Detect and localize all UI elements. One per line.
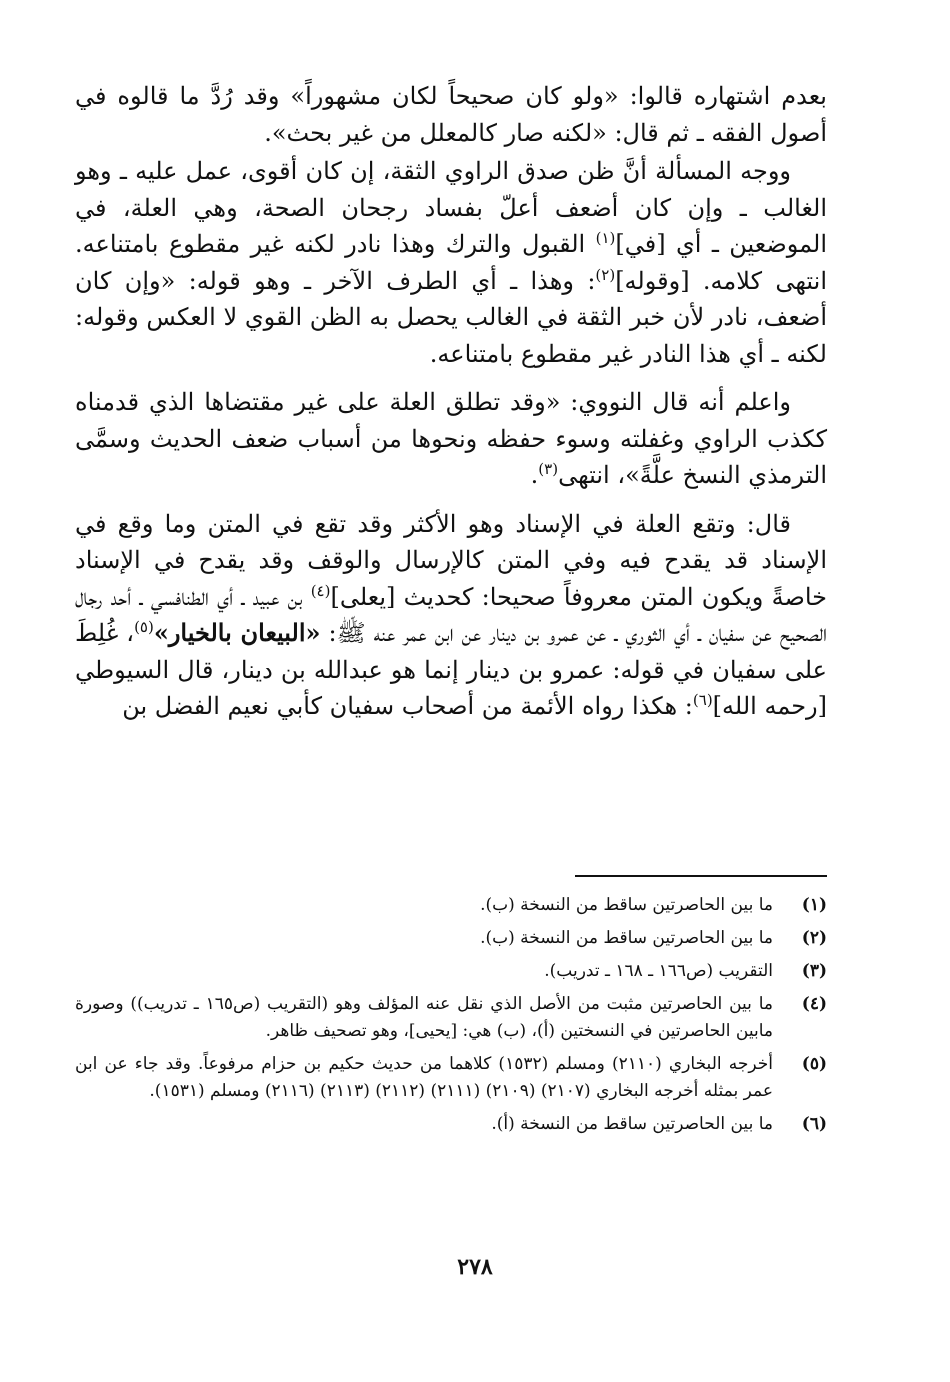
paragraph-1 — [75, 78, 827, 151]
paragraph-4-text-a: قال: وتقع العلة في الإسناد وهو الأكثر وقد تقع في المتن وما وقع في الإسناد قد يقدح فيه وفي المتن كالإرسال والوقف وقد يقدح في الإسناد خاصةً ويكون المتن معروفاً صحيحا: كحديث [يعلى] — [75, 509, 827, 611]
footnote-text: التقريب (ص١٦٦ ـ ١٦٨ ـ تدريب). — [544, 961, 773, 981]
footnote-ref-6: (٦) — [692, 691, 713, 709]
footnote-2 — [75, 925, 827, 952]
footnote-5 — [75, 1051, 827, 1105]
footnote-number: (٥) — [801, 1054, 827, 1074]
footnote-text: أخرجه البخاري (٢١١٠) ومسلم (١٥٣٢) كلاهما من حديث حكيم بن حزام مرفوعاً. وقد جاء عن ابن عمر بمثله أخرجه البخاري (٢١٠٧) (٢١٠٩) (٢١١١) (٢١١٢) (٢١١٣) (٢١١٦) ومسلم (١٥٣١). — [75, 1054, 773, 1101]
footnote-ref-2: (٢) — [595, 265, 616, 284]
footnote-separator — [575, 875, 827, 877]
footnote-1 — [75, 892, 827, 919]
footnote-3 — [75, 958, 827, 985]
footnote-text: ما بين الحاصرتين ساقط من النسخة (ب). — [480, 895, 773, 915]
footnote-number: (٢) — [801, 928, 827, 948]
paragraph-2-text-b: القبول والترك وهذا نادر لكنه غير مقطوع بامتناعه. انتهى كلامه. [وقوله] — [75, 230, 827, 295]
paragraph-3 — [75, 384, 827, 494]
paragraph-4-text-c: ، غُلِطَ على سفيان في قوله: عمرو بن دينار إنما هو عبدالله بن دينار، قال السيوطي [رحمه الله] — [75, 619, 827, 720]
footnote-number: (٣) — [801, 961, 827, 981]
footnote-4 — [75, 991, 827, 1045]
paragraph-2-text-a: ووجه المسألة أنَّ ظن صدق الراوي الثقة، إن كان أقوى، عمل عليه ـ وهو الغالب ـ وإن كان أضعف أعلّ بفساد رجحان الصحة، وهي العلة، في الموضعين ـ أي [في] — [75, 157, 828, 258]
paragraph-1-text: بعدم اشتهاره قالوا: «ولو كان صحيحاً لكان مشهوراً» وقد رُدَّ ما قالوه في أصول الفقه ـ ثم قال: «لكنه صار كالمعلل من غير بحث». — [75, 82, 827, 147]
footnote-ref-5: (٥) — [134, 618, 154, 636]
page-number: ٢٧٨ — [457, 1254, 493, 1280]
main-text — [75, 78, 827, 725]
hadith-title: «البيعان بالخيار» — [153, 618, 321, 647]
footnote-text: ما بين الحاصرتين مثبت من الأصل الذي نقل عنه المؤلف وهو (التقريب (ص١٦٥ ـ تدريب)) وصورة مابين الحاصرتين في النسختين (أ)، (ب) هي: [يحيى]، وهو تصحيف ظاهر. — [75, 994, 773, 1041]
paragraph-4-text-b: بن عبيد ـ أي الطنافسي ـ أحد رجال الصحيح عن سفيان ـ أي الثوري ـ عن عمرو بن دينار عن ابن عمر عنه ﷺ: — [75, 582, 828, 647]
footnote-ref-4: (٤) — [310, 581, 331, 600]
footnote-6 — [75, 1111, 827, 1138]
footnote-number: (١) — [801, 895, 827, 915]
footnote-ref-3: (٣) — [538, 460, 559, 478]
paragraph-4 — [75, 506, 827, 725]
footnote-text: ما بين الحاصرتين ساقط من النسخة (ب). — [480, 928, 773, 948]
paragraph-4-text-d: : هكذا رواه الأئمة من أصحاب سفيان كأبي نعيم الفضل بن — [122, 692, 693, 720]
footnote-ref-1: (١) — [595, 229, 616, 247]
footnote-number: (٦) — [801, 1114, 827, 1134]
paragraph-3-text-a: واعلم أنه قال النووي: «وقد تطلق العلة على غير مقتضاها الذي قدمناه ككذب الراوي وغفلته وسوء حفظه ونحوها من أسباب ضعف الحديث وسمَّى الترمذي النسخ علَّةً»، انتهى — [75, 388, 827, 489]
paragraph-2-text-c: : وهذا ـ أي الطرف الآخر ـ وهو قوله: «وإن كان أضعف، نادر لأن خبر الثقة في الغالب يحصل به الظن القوي لا العكس وقوله: لكنه ـ أي هذا النادر غير مقطوع بامتناعه. — [75, 266, 827, 368]
paragraph-2 — [75, 153, 827, 372]
footnote-text: ما بين الحاصرتين ساقط من النسخة (أ). — [491, 1114, 773, 1134]
footnotes — [75, 892, 827, 1144]
paragraph-3-text-b: . — [530, 461, 539, 489]
footnote-number: (٤) — [801, 994, 827, 1014]
